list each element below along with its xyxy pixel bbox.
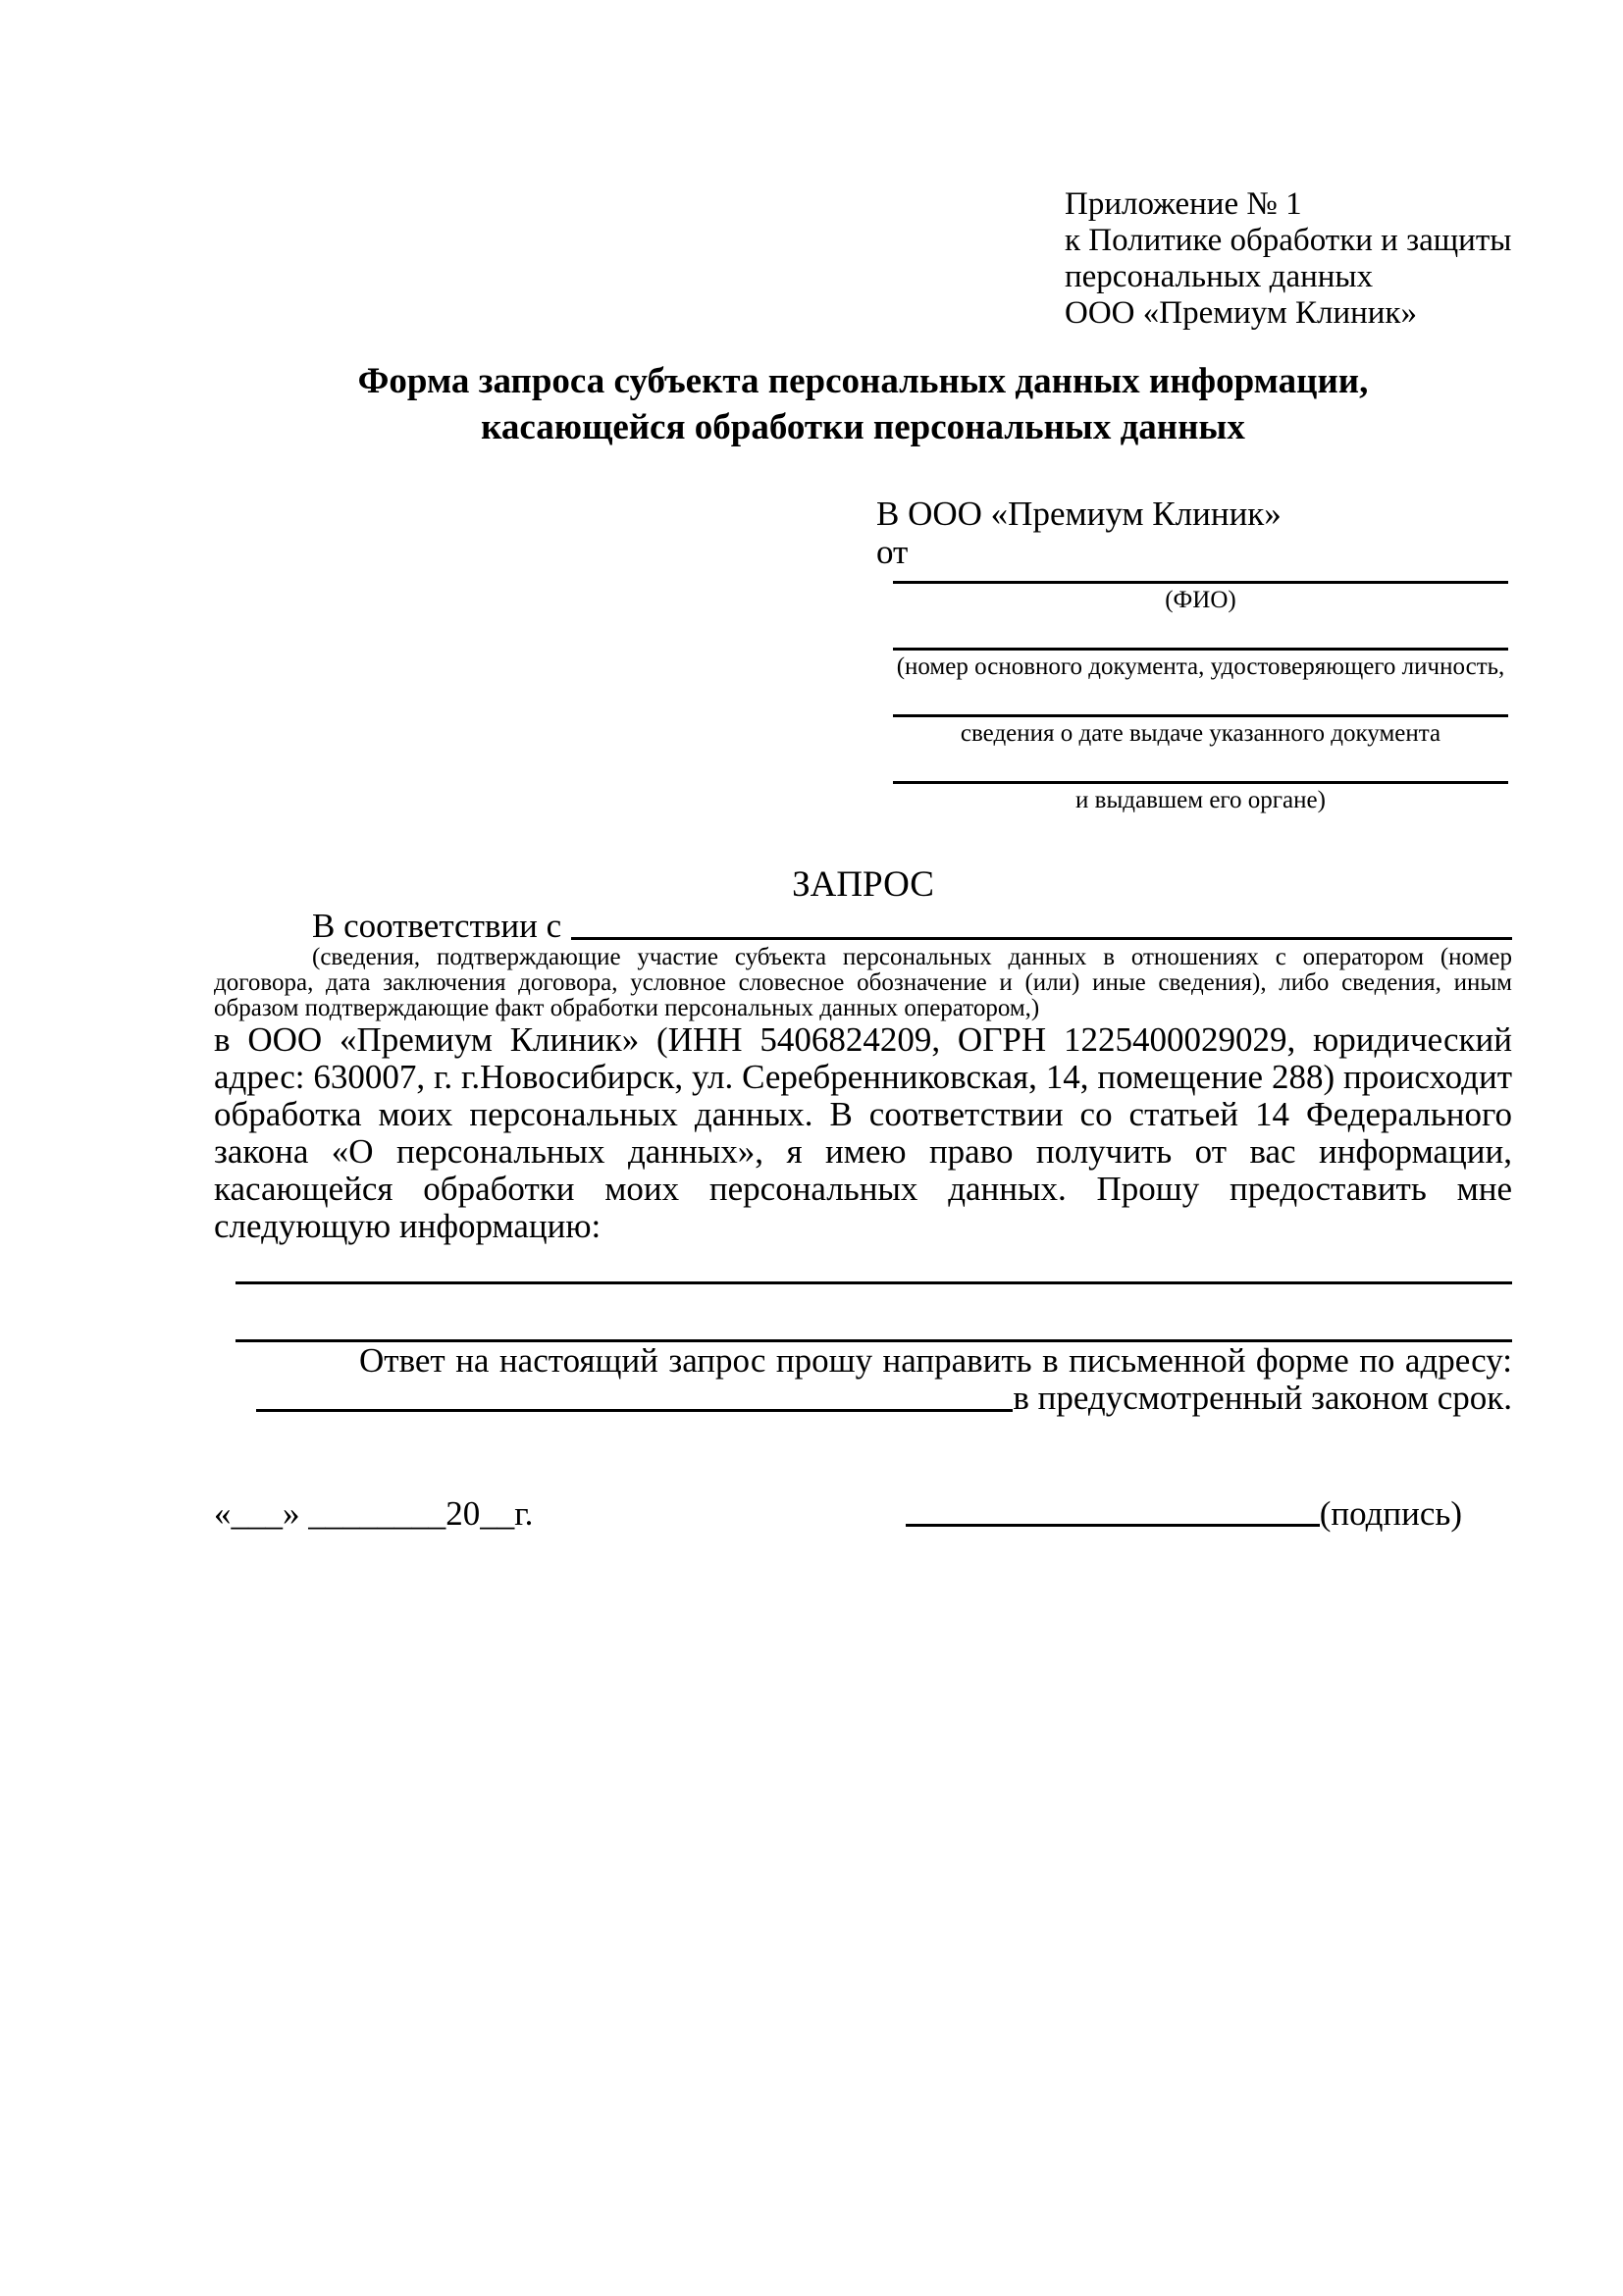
date-line: «___» ________20__г. [214,1494,534,1533]
appendix-block [1065,186,1512,332]
accordance-label: В соответствии с [312,907,562,945]
reply-tail: в предусмотренный законом срок. [1013,1379,1512,1417]
reply-address-row [256,1380,1512,1417]
accordance-fill-line [571,908,1512,940]
body-paragraph: в ООО «Премиум Клиник» (ИНН 5406824209, ОГРН 1225400029029, юридический адрес: 630007, г. г.Новосибирск, ул. Серебренниковская, 14, помещение 288) происходит обработка моих персональных данных. В соответствии со статьей 14 Федерального закона «О персональных данных», я имею право получить от вас информации, касающейся обработки моих персональных данных. Прошу предоставить мне следующую информацию: [214,1020,1512,1245]
title-line-1: Форма запроса субъекта персональных данных информации, [357,361,1369,401]
fio-caption: (ФИО) [1165,587,1236,613]
accordance-row [214,908,1512,945]
appendix-line: к Политике обработки и защиты [1065,223,1512,258]
addressee-to: В ООО «Премиум Клиник» [876,495,1282,533]
field-row-document-number [893,644,1508,680]
request-heading: ЗАПРОС [792,864,934,905]
document-title [214,358,1512,450]
document-number-fill-line [893,644,1508,651]
date-signature-row [214,1495,1462,1533]
fio-fill-line [893,577,1508,584]
field-row-fio [893,577,1508,613]
addressee-from: от [876,533,909,571]
title-line-2: касающейся обработки персональных данных [481,407,1245,447]
document-content [214,0,1512,1533]
header-fields [893,577,1508,813]
document-number-caption: (номер основного документа, удостоверяющего личность, [896,653,1505,680]
issuing-authority-fill-line [893,777,1508,784]
issue-date-fill-line [893,710,1508,717]
address-fill-line [256,1380,1013,1412]
signature-fill-line [906,1495,1320,1527]
info-fill-line-1 [236,1281,1512,1284]
appendix-line: ООО «Премиум Клиник» [1065,295,1417,331]
issue-date-caption: сведения о дате выдаче указанного документа [960,720,1441,747]
addressee-block [876,495,1512,571]
accordance-note: (сведения, подтверждающие участие субъекта персональных данных в отношениях с оператором (номер договора, дата заключения договора, условное словесное обозначение и (или) иные сведения), либо сведения, иным образом подтверждающие факт обработки персональных данных оператором,) [214,944,1512,1021]
reply-paragraph: Ответ на настоящий запрос прошу направить в письменной форме по адресу: [359,1341,1512,1380]
spacer [533,1495,905,1533]
signature-caption: (подпись) [1319,1494,1462,1533]
issuing-authority-caption: и выдавшем его органе) [1075,787,1326,813]
field-row-issuing-authority [893,777,1508,813]
appendix-line: Приложение № 1 [1065,186,1302,222]
appendix-line: персональных данных [1065,259,1374,294]
field-row-issue-date [893,710,1508,747]
